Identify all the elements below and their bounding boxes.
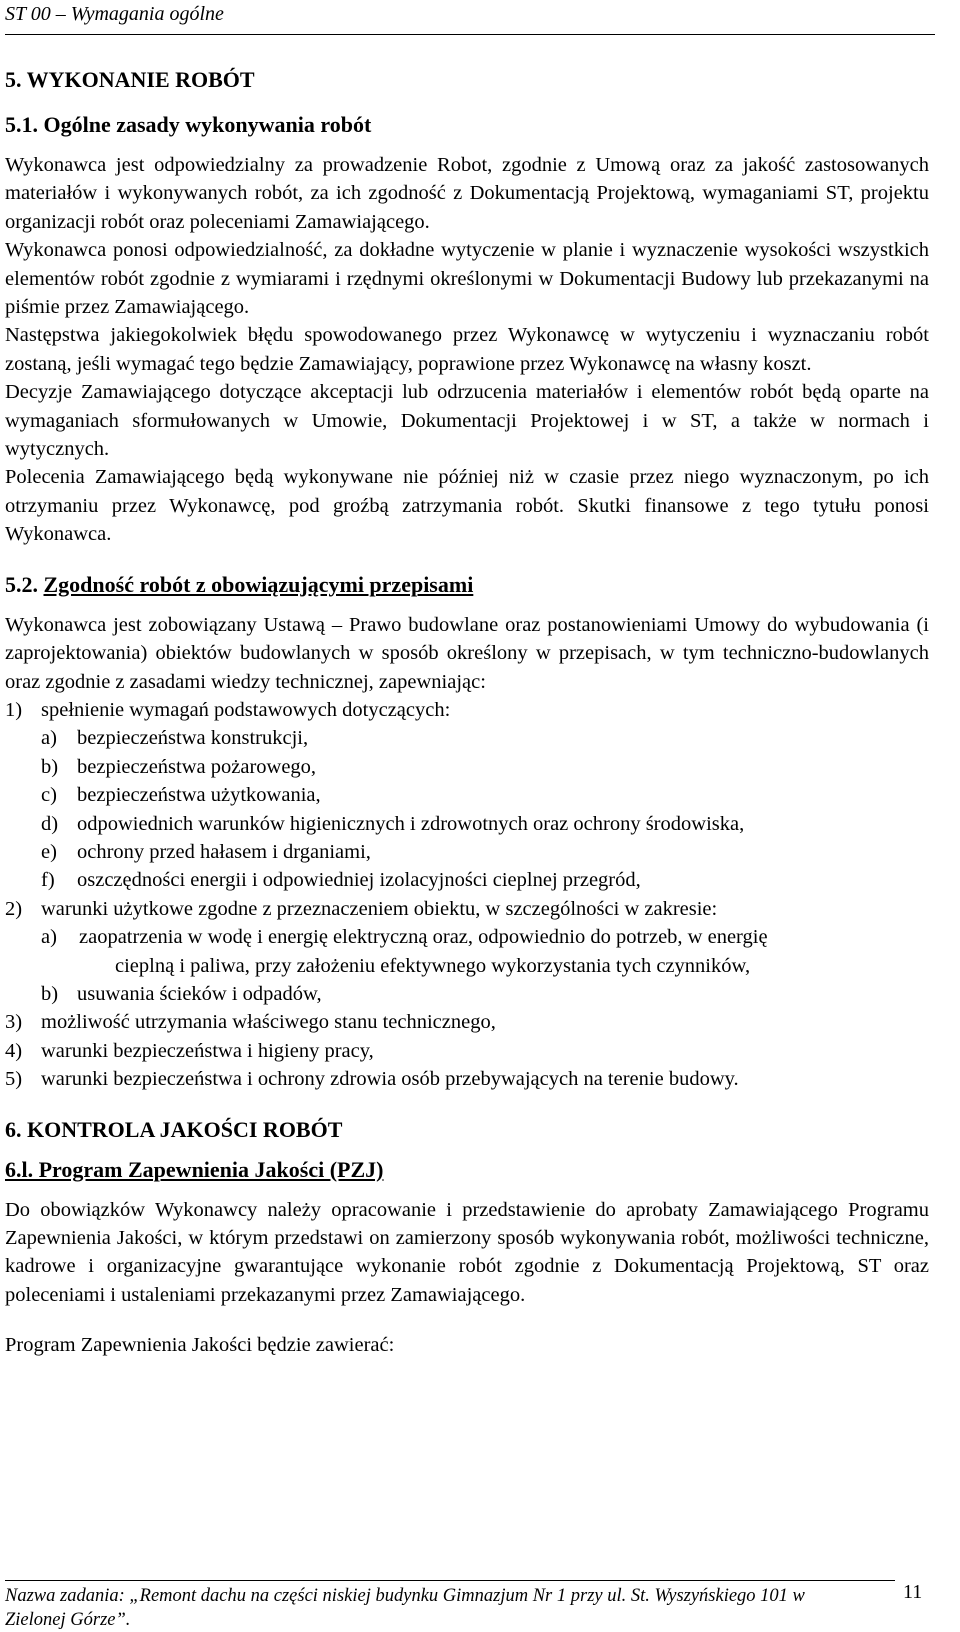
paragraph-5-2-intro: Wykonawca jest zobowiązany Ustawą – Prawo budowlane oraz postanowieniami Umowy do wybudowania (i zaprojektowania) obiektów budowlanych w sposób określony w przepisach, w tym techniczno-budowlanych oraz zgodnie z zasadami wiedzy technicznej, zapewniając: [5,613,929,693]
paragraph-6-1-1: Do obowiązków Wykonawcy należy opracowanie i przedstawienie do aprobaty Zamawiającego Programu Zapewnienia Jakości, w którym przedstawi on zamierzony sposób wykonywania robót, możliwości techniczne, kadrowe i organizacyjne gwarantujące wykonanie robót zgodnie z Dokumentacją Projektową, ST oraz poleceniami i ustaleniami przekazanymi przez Zamawiającego. [5,1198,929,1306]
section-5-2-number: 5.2. [5,571,38,597]
paragraph-5-1-4: Decyzje Zamawiającego dotyczące akceptacji lub odrzucenia materiałów i elementów robót będą oparte na wymaganiach sformułowanych w Umowie, Dokumentacji Projektowej i w ST, a także w normach i wytycznych. [5,381,929,461]
list-item: b) usuwania ścieków i odpadów, [41,982,322,1005]
requirements-list [5,696,929,1094]
section-6-1-title: 6.l. Program Zapewnienia Jakości (PZJ) [5,1156,384,1182]
running-title: ST 00 – Wymagania ogólne [5,3,224,25]
list-item: 2) warunki użytkowe zgodne z przeznaczeniem obiektu, w szczególności w zakresie: [5,897,718,920]
section-6-1-heading [5,1156,929,1184]
list-item: 3) możliwość utrzymania właściwego stanu technicznego, [5,1011,496,1034]
footer-task-name: Nazwa zadania: „Remont dachu na części niskiej budynku Gimnazjum Nr 1 przy ul. St. Wyszyńskiego 101 w Zielonej Górze”. [5,1586,805,1630]
section-5-2-title: Zgodność robót z obowiązującymi przepisami [43,571,474,597]
section-5-heading: 5. WYKONANIE ROBÓT [5,67,255,92]
paragraph-5-1-5: Polecenia Zamawiającego będą wykonywane nie później niż w czasie przez niego wyznaczonym, po ich otrzymaniu przez Wykonawcę, pod groźbą zatrzymania robót. Skutki finansowe z tego tytułu ponosi Wykonawca. [5,466,929,546]
list-item: e) ochrony przed hałasem i drganiami, [41,840,371,863]
section-6-heading: 6. KONTROLA JAKOŚCI ROBÓT [5,1116,343,1142]
list-item: 4) warunki bezpieczeństwa i higieny pracy, [5,1039,374,1062]
paragraph-5-1-1: Wykonawca jest odpowiedzialny za prowadzenie Robot, zgodnie z Umową oraz za jakość zastosowanych materiałów i wykonywanych robót, za ich zgodność z Dokumentacją Projektową, wymaganiami ST, projektu organizacji robót oraz poleceniami Zamawiającego. [5,154,929,233]
section-5-1-heading: 5.1. Ogólne zasady wykonywania robót [5,112,372,137]
footer-divider [5,1580,895,1581]
list-item: d) odpowiednich warunków higienicznych i zdrowotnych oraz ochrony środowiska, [41,812,745,835]
list-item: b) bezpieczeństwa pożarowego, [41,755,317,778]
list-item: a) zaopatrzenia w wodę i energię elektryczną oraz, odpowiednio do potrzeb, w energię cieplną i paliwa, przy założeniu efektywnego wykorzystania tych czynników, [41,926,768,977]
page-content [5,66,929,1360]
list-item: 1) spełnienie wymagań podstawowych dotyczących: [5,698,451,721]
paragraph-5-1-2: Wykonawca ponosi odpowiedzialność, za dokładne wytyczenie w planie i wyznaczenie wysokości wszystkich elementów robót zgodnie z wymiarami i rzędnymi określonymi w Dokumentacji Budowy lub przekazanymi na piśmie przez Zamawiającego. [5,239,929,319]
list-item: a) bezpieczeństwa konstrukcji, [41,727,309,750]
page-number: 11 [903,1581,923,1603]
page-header [5,0,935,35]
list-item: 5) warunki bezpieczeństwa i ochrony zdrowia osób przebywających na terenie budowy. [5,1068,739,1091]
list-item: f) oszczędności energii i odpowiedniej izolacyjności cieplnej przegród, [41,869,641,892]
list-item: c) bezpieczeństwa użytkowania, [41,784,321,807]
paragraph-6-1-2: Program Zapewnienia Jakości będzie zawierać: [5,1334,395,1357]
page-footer [5,1574,945,1630]
paragraph-5-1-3: Następstwa jakiegokolwiek błędu spowodowanego przez Wykonawcę w wytyczeniu i wyznaczaniu robót zostaną, jeśli wymagać tego będzie Zamawiający, poprawione przez Wykonawcę na własny koszt. [5,324,929,375]
section-5-2-heading [5,571,929,599]
